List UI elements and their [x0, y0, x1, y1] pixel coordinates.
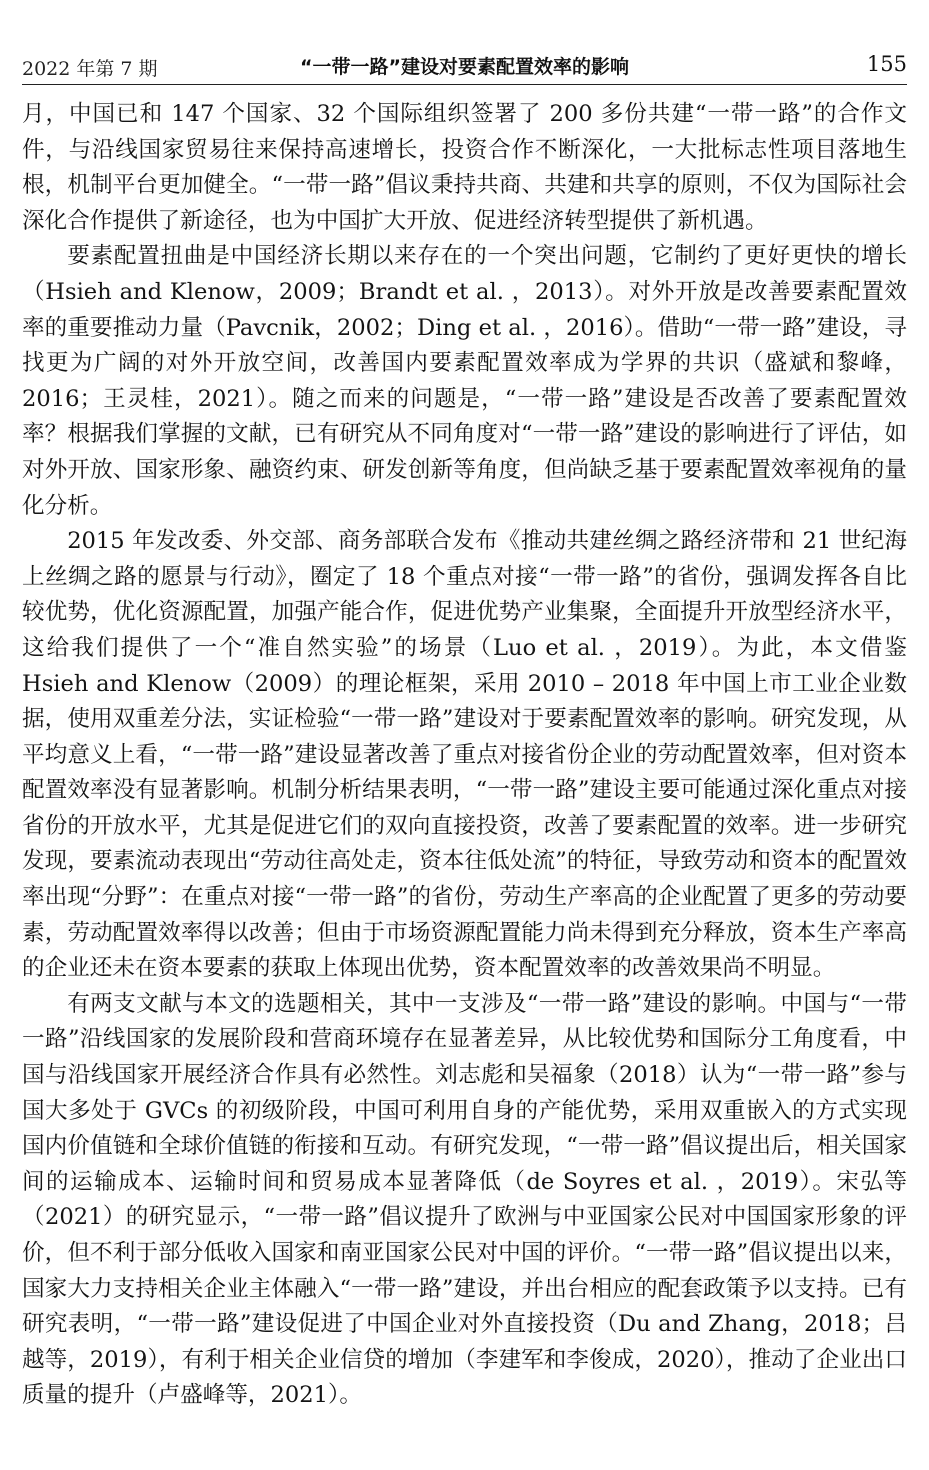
page-number: 155: [866, 52, 907, 76]
issue-label: 2022 年第 7 期: [22, 58, 158, 80]
paragraph: 要素配置扭曲是中国经济长期以来存在的一个突出问题，它制约了更好更快的增长（Hsieh and Klenow，2009；Brandt et al. ，2013）。对外开放是改善要素配置效率的重要推动力量（Pavcnik，2002；Ding et al. ，2016）。借助“一带一路”建设，寻找更为广阔的对外开放空间，改善国内要素配置效率成为学界的共识（盛斌和黎峰，2016；王灵桂，2021）。随之而来的问题是，“一带一路”建设是否改善了要素配置效率？根据我们掌握的文献，已有研究从不同角度对“一带一路”建设的影响进行了评估，如对外开放、国家形象、融资约束、研发创新等角度，但尚缺乏基于要素配置效率视角的量化分析。: [22, 243, 907, 519]
running-title: “一带一路”建设对要素配置效率的影响: [300, 56, 629, 78]
paragraph: 2015 年发改委、外交部、商务部联合发布《推动共建丝绸之路经济带和 21 世纪海上丝绸之路的愿景与行动》，圈定了 18 个重点对接“一带一路”的省份，强调发挥各自比较优势，优化资源配置，加强产能合作，促进优势产业集聚，全面提升开放型经济水平，这给我们提供了一个“准自然实验”的场景（Luo et al. ，2019）。为此，本文借鉴 Hsieh and Klenow（2009）的理论框架，采用 2010 – 2018 年中国上市工业企业数据，使用双重差分法，实证检验“一带一路”建设对于要素配置效率的影响。研究发现，从平均意义上看，“一带一路”建设显著改善了重点对接省份企业的劳动配置效率，但对资本配置效率没有显著影响。机制分析结果表明，“一带一路”建设主要可能通过深化重点对接省份的开放水平，尤其是促进它们的双向直接投资，改善了要素配置的效率。进一步研究发现，要素流动表现出“劳动往高处走，资本往低处流”的特征，导致劳动和资本的配置效率出现“分野”：在重点对接“一带一路”的省份，劳动生产率高的企业配置了更多的劳动要素，劳动配置效率得以改善；但由于市场资源配置能力尚未得到充分释放，资本生产率高的企业还未在资本要素的获取上体现出优势，资本配置效率的改善效果尚不明显。: [22, 528, 907, 982]
paragraph-continued: 月，中国已和 147 个国家、32 个国际组织签署了 200 多份共建“一带一路”的合作文件，与沿线国家贸易往来保持高速增长，投资合作不断深化，一大批标志性项目落地生根，机制平台更加健全。“一带一路”倡议秉持共商、共建和共享的原则，不仅为国际社会深化合作提供了新途径，也为中国扩大开放、促进经济转型提供了新机遇。: [22, 101, 907, 234]
paragraph: 有两支文献与本文的选题相关，其中一支涉及“一带一路”建设的影响。中国与“一带一路”沿线国家的发展阶段和营商环境存在显著差异，从比较优势和国际分工角度看，中国与沿线国家开展经济合作具有必然性。刘志彪和吴福象（2018）认为“一带一路”参与国大多处于 GVCs 的初级阶段，中国可利用自身的产能优势，采用双重嵌入的方式实现国内价值链和全球价值链的衔接和互动。有研究发现，“一带一路”倡议提出后，相关国家间的运输成本、运输时间和贸易成本显著降低（de Soyres et al. ，2019）。宋弘等（2021）的研究显示，“一带一路”倡议提升了欧洲与中亚国家公民对中国国家形象的评价，但不利于部分低收入国家和南亚国家公民对中国的评价。“一带一路”倡议提出以来，国家大力支持相关企业主体融入“一带一路”建设，并出台相应的配套政策予以支持。已有研究表明，“一带一路”建设促进了中国企业对外直接投资（Du and Zhang，2018；吕越等，2019），有利于相关企业信贷的增加（李建军和李俊成，2020），推动了企业出口质量的提升（卢盛峰等，2021）。: [22, 990, 907, 1409]
header-rule: [22, 84, 907, 85]
body-text: [22, 97, 907, 1414]
running-header: [22, 50, 907, 86]
